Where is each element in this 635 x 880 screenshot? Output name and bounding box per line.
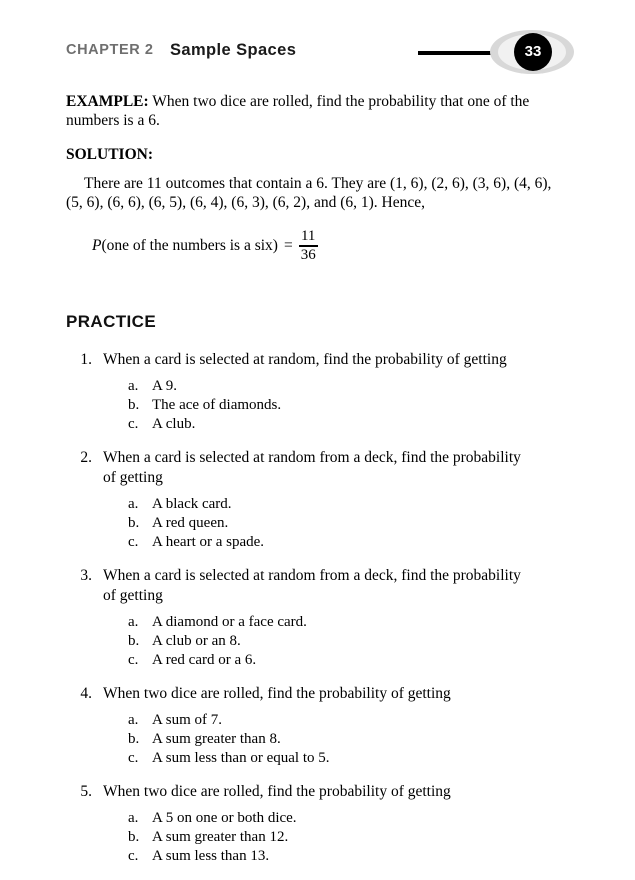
practice-heading: PRACTICE — [66, 312, 157, 331]
sub-question-text: A club or an 8. — [152, 633, 241, 649]
question-number: 3. — [80, 567, 92, 584]
sub-question — [128, 514, 569, 533]
sub-question-text: The ace of diamonds. — [152, 397, 282, 413]
sub-question-text: A red card or a 6. — [152, 652, 257, 668]
question-text: When a card is selected at random from a deck, find the probability of getting — [103, 567, 521, 604]
sub-question-text: A sum greater than 8. — [152, 731, 281, 747]
sub-question-list — [128, 495, 569, 552]
sub-question — [128, 613, 569, 632]
sub-question-text: A red queen. — [152, 515, 229, 531]
list-item — [66, 684, 569, 768]
chapter-title: Sample Spaces — [170, 41, 297, 59]
solution-label: SOLUTION: — [66, 146, 153, 163]
sub-question-letter: c. — [128, 750, 139, 766]
question-row — [66, 566, 569, 606]
sub-question-letter: b. — [128, 731, 140, 747]
sub-question-text: A heart or a spade. — [152, 534, 265, 550]
sub-question-letter: a. — [128, 378, 139, 394]
example-paragraph — [66, 92, 569, 130]
question-number: 5. — [80, 783, 92, 800]
example-label: EXAMPLE: — [66, 93, 149, 110]
sub-question — [128, 847, 569, 866]
practice-question-list — [66, 350, 569, 866]
sub-question — [128, 828, 569, 847]
example-text: When two dice are rolled, find the probability that one of the numbers is a 6. — [66, 93, 530, 129]
sub-question-list — [128, 809, 569, 866]
sub-question-text: A sum of 7. — [152, 712, 223, 728]
sub-question — [128, 809, 569, 828]
question-text: When two dice are rolled, find the probability of getting — [103, 685, 451, 702]
question-row — [66, 684, 569, 704]
sub-question-letter: a. — [128, 810, 139, 826]
sub-question-letter: a. — [128, 496, 139, 512]
sub-question — [128, 377, 569, 396]
question-row — [66, 782, 569, 802]
sub-question — [128, 632, 569, 651]
question-text: When a card is selected at random, find the probability of getting — [103, 351, 507, 368]
sub-question — [128, 495, 569, 514]
question-row — [66, 350, 569, 370]
sub-question-text: A sum less than 13. — [152, 848, 270, 864]
sub-question-letter: b. — [128, 829, 140, 845]
sub-question — [128, 533, 569, 552]
question-text: When two dice are rolled, find the probability of getting — [103, 783, 451, 800]
question-row — [66, 448, 569, 488]
sub-question-letter: c. — [128, 848, 139, 864]
page-header — [0, 42, 635, 82]
solution-block — [66, 146, 569, 266]
sub-question-letter: b. — [128, 515, 140, 531]
list-item — [66, 782, 569, 866]
sub-question-letter: b. — [128, 397, 140, 413]
sub-question — [128, 749, 569, 768]
list-item — [66, 448, 569, 552]
sub-question-letter: c. — [128, 652, 139, 668]
sub-question — [128, 396, 569, 415]
sub-question-letter: c. — [128, 416, 139, 432]
sub-question-letter: a. — [128, 712, 139, 728]
fraction-numerator: 11 — [300, 227, 316, 244]
sub-question-text: A black card. — [152, 496, 232, 512]
sub-question-letter: a. — [128, 614, 139, 630]
question-number: 4. — [80, 685, 92, 702]
solution-text: There are 11 outcomes that contain a 6. They are (1, 6), (2, 6), (3, 6), (4, 6), (5, 6), (6, 6), (6, 5), (6, 4), (6, 3), (6, 2), and (6, 1). Hence, — [66, 175, 552, 211]
sub-question-list — [128, 613, 569, 670]
page-number-badge — [490, 30, 574, 74]
sub-question-text: A diamond or a face card. — [152, 614, 307, 630]
page-number: 33 — [524, 43, 542, 60]
list-item — [66, 566, 569, 670]
sub-question — [128, 711, 569, 730]
sub-question-letter: b. — [128, 633, 140, 649]
sub-question-text: A 9. — [152, 378, 178, 394]
question-number: 1. — [80, 351, 92, 368]
question-text: When a card is selected at random from a deck, find the probability of getting — [103, 449, 521, 486]
sub-question-text: A sum less than or equal to 5. — [152, 750, 330, 766]
sub-question — [128, 415, 569, 434]
list-item — [66, 350, 569, 434]
formula-prefix: P — [92, 237, 102, 254]
chapter-label: CHAPTER 2 — [66, 42, 154, 58]
sub-question — [128, 651, 569, 670]
formula-argument: (one of the numbers is a six) — [101, 237, 278, 254]
sub-question-text: A 5 on one or both dice. — [152, 810, 297, 826]
page-content — [66, 92, 569, 880]
sub-question-list — [128, 711, 569, 768]
question-number: 2. — [80, 449, 92, 466]
sub-question-list — [128, 377, 569, 434]
formula-equals: = — [283, 237, 293, 254]
probability-formula — [92, 226, 569, 266]
fraction-denominator: 36 — [300, 246, 316, 263]
formula-fraction — [299, 229, 318, 264]
example-block — [66, 92, 569, 130]
sub-question-text: A club. — [152, 416, 196, 432]
sub-question — [128, 730, 569, 749]
sub-question-text: A sum greater than 12. — [152, 829, 289, 845]
sub-question-letter: c. — [128, 534, 139, 550]
